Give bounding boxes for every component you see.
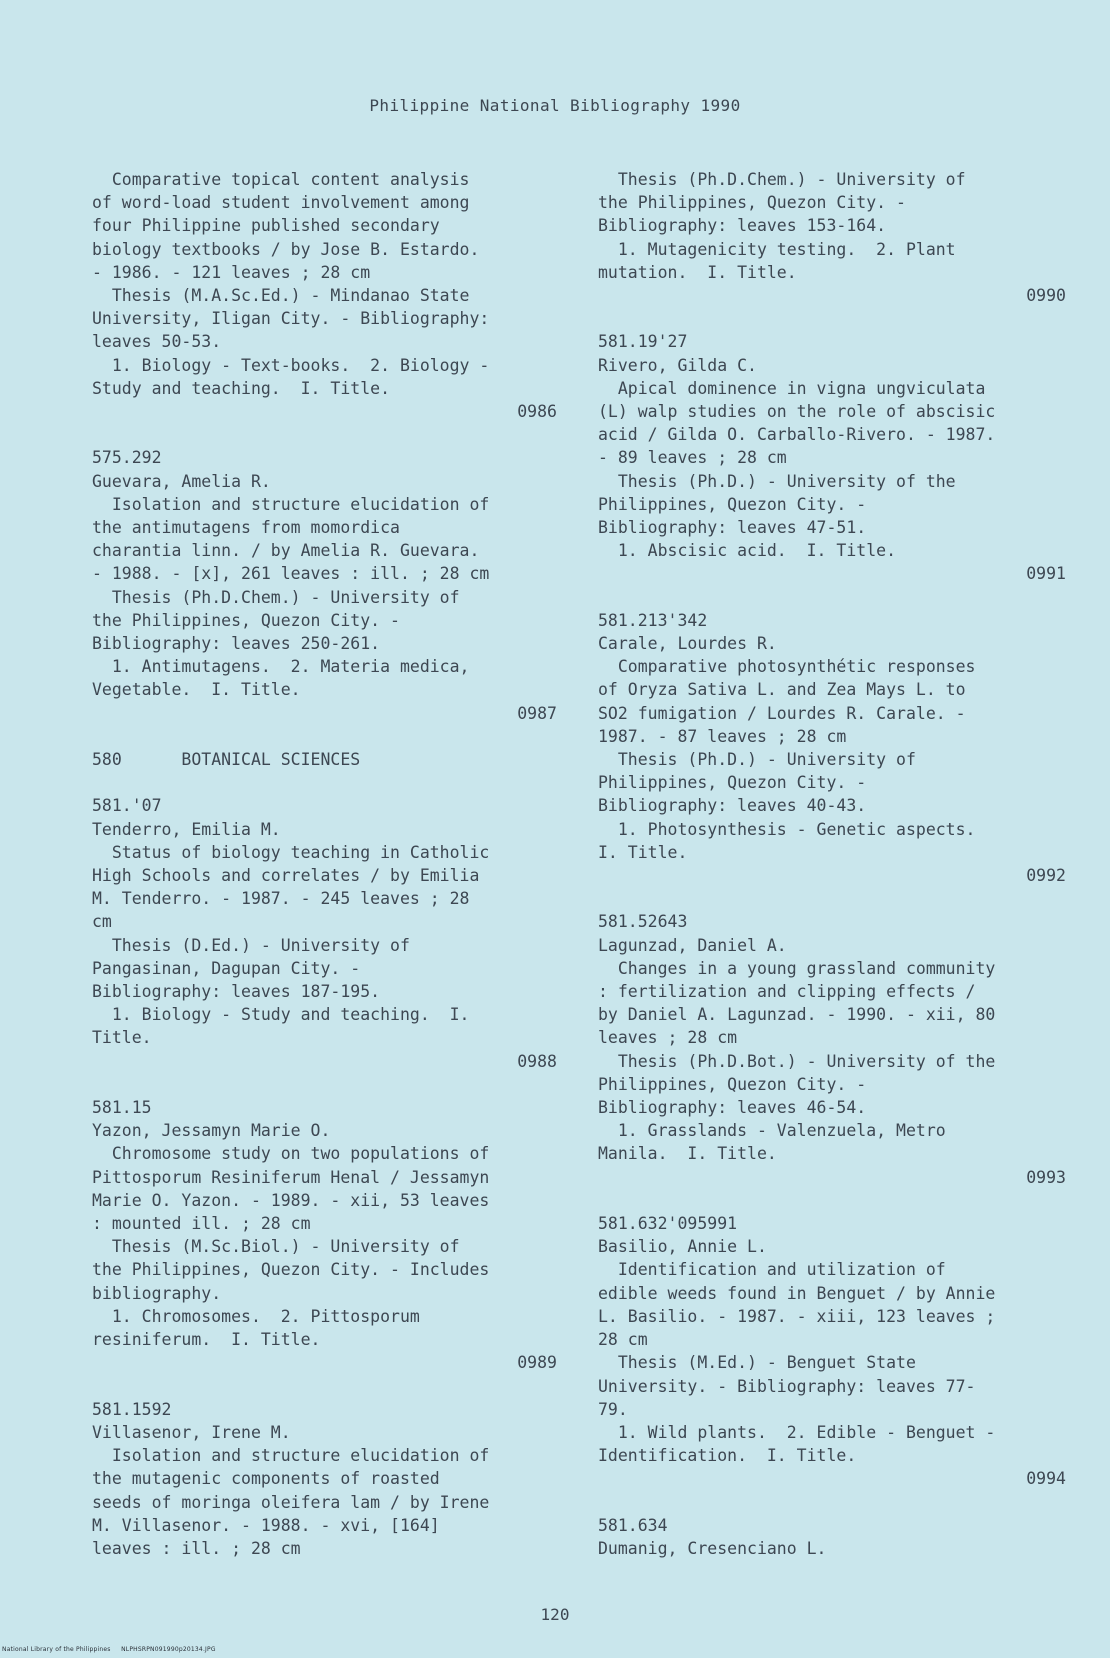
- text-line: Changes in a young grassland community: [598, 958, 996, 978]
- text-line: Tenderro, Emilia M.: [92, 819, 281, 839]
- text-line: Pittosporum Resiniferum Henal / Jessamyn: [92, 1167, 490, 1187]
- entry-gap: [598, 1491, 1066, 1514]
- entry-gap: [598, 307, 1066, 330]
- text-line: Thesis (D.Ed.) - University of: [92, 935, 410, 955]
- text-line: Identification and utilization of: [598, 1260, 946, 1280]
- text-line: Isolation and structure elucidation of: [92, 494, 490, 514]
- text-line: Yazon, Jessamyn Marie O.: [92, 1121, 331, 1141]
- text-line: seeds of moringa oleifera lam / by Irene: [92, 1492, 490, 1512]
- text-line: Vegetable. I. Title.: [92, 680, 301, 700]
- text-line: Bibliography: leaves 187-195.: [92, 982, 381, 1002]
- text-line: 1. Biology - Text-books. 2. Biology -: [92, 355, 490, 375]
- text-line: Thesis (M.Sc.Biol.) - University of: [92, 1237, 460, 1257]
- text-line: Dumanig, Cresenciano L.: [598, 1538, 827, 1558]
- text-line: Thesis (M.Ed.) - Benguet State: [598, 1353, 916, 1373]
- text-line: Comparative photosynthétic responses: [598, 657, 976, 677]
- text-line: Isolation and structure elucidation of: [92, 1446, 490, 1466]
- text-line: charantia linn. / by Amelia R. Guevara.: [92, 541, 480, 561]
- text-line: 581.213'342: [598, 610, 708, 630]
- text-line: the Philippines, Quezon City. -: [92, 610, 400, 630]
- text-line: - 1986. - 121 leaves ; 28 cm: [92, 262, 371, 282]
- text-line: 581.19'27: [598, 332, 688, 352]
- text-line: 1. Chromosomes. 2. Pittosporum: [92, 1306, 420, 1326]
- text-line: Title.: [92, 1028, 152, 1048]
- text-line: Rivero, Gilda C.: [598, 355, 757, 375]
- text-line: 581.632'095991: [598, 1214, 738, 1234]
- text-line: Guevara, Amelia R.: [92, 471, 271, 491]
- text-line: Basilio, Annie L.: [598, 1237, 767, 1257]
- entry-gap: [92, 771, 557, 794]
- text-line: Philippines, Quezon City. -: [598, 1074, 867, 1094]
- entry-gap: [92, 1073, 557, 1096]
- text-line: 79.: [598, 1399, 628, 1419]
- text-line: Chromosome study on two populations of: [92, 1144, 490, 1164]
- text-line: resiniferum. I. Title.: [92, 1330, 321, 1350]
- entry-number: 0992: [1026, 866, 1066, 886]
- text-line: by Daniel A. Lagunzad. - 1990. - xii, 80: [598, 1005, 996, 1025]
- text-line: Philippines, Quezon City. -: [598, 773, 867, 793]
- text-line: edible weeds found in Benguet / by Annie: [598, 1283, 996, 1303]
- text-line: Bibliography: leaves 47-51.: [598, 518, 867, 538]
- text-line: Pangasinan, Dagupan City. -: [92, 958, 361, 978]
- entry-number: 0989: [517, 1353, 557, 1373]
- text-line: 1. Mutagenicity testing. 2. Plant: [598, 239, 956, 259]
- text-line: 1. Grasslands - Valenzuela, Metro: [598, 1121, 946, 1141]
- text-line: University, Iligan City. - Bibliography:: [92, 309, 490, 329]
- text-line: - 1988. - [x], 261 leaves : ill. ; 28 cm: [92, 564, 490, 584]
- text-line: Study and teaching. I. Title.: [92, 378, 391, 398]
- text-line: the mutagenic components of roasted: [92, 1469, 440, 1489]
- text-line: SO2 fumigation / Lourdes R. Carale. -: [598, 703, 966, 723]
- text-line: cm: [92, 912, 112, 932]
- text-line: 1. Biology - Study and teaching. I.: [92, 1005, 470, 1025]
- text-line: M. Tenderro. - 1987. - 245 leaves ; 28: [92, 889, 470, 909]
- text-line: leaves 50-53.: [92, 332, 222, 352]
- entry-gap: [92, 1375, 557, 1398]
- text-line: Thesis (Ph.D.Chem.) - University of: [92, 587, 460, 607]
- text-line: Thesis (Ph.D.Chem.) - University of: [598, 170, 966, 189]
- text-line: 1. Abscisic acid. I. Title.: [598, 541, 897, 561]
- text-line: of Oryza Sativa L. and Zea Mays L. to: [598, 680, 966, 700]
- text-line: Thesis (Ph.D.) - University of the: [598, 471, 956, 491]
- text-line: Bibliography: leaves 40-43.: [598, 796, 867, 816]
- scan-footer: National Library of the Philippines NLPHSRPN091990p20134.JPG: [2, 1646, 216, 1653]
- text-line: of word-load student involvement among: [92, 193, 470, 213]
- text-line: Marie O. Yazon. - 1989. - xii, 53 leaves: [92, 1190, 490, 1210]
- text-line: 575.292: [92, 448, 162, 468]
- text-line: 581.15: [92, 1098, 152, 1118]
- entry-gap: [92, 423, 557, 446]
- text-line: - 89 leaves ; 28 cm: [598, 448, 787, 468]
- text-line: four Philippine published secondary: [92, 216, 440, 236]
- text-line: the Philippines, Quezon City. -: [598, 193, 906, 213]
- page-number: 120: [540, 1605, 570, 1624]
- text-line: 1. Antimutagens. 2. Materia medica,: [92, 657, 470, 677]
- text-line: Thesis (Ph.D.Bot.) - University of the: [598, 1051, 996, 1071]
- entry-number: 0993: [1026, 1167, 1066, 1187]
- text-line: University. - Bibliography: leaves 77-: [598, 1376, 976, 1396]
- entry-number: 0990: [1026, 286, 1066, 306]
- text-line: Identification. I. Title.: [598, 1446, 857, 1466]
- entry-number: 0991: [1026, 564, 1066, 584]
- text-line: Status of biology teaching in Catholic: [92, 842, 490, 862]
- text-line: L. Basilio. - 1987. - xiii, 123 leaves ;: [598, 1306, 996, 1326]
- text-line: leaves : ill. ; 28 cm: [92, 1538, 301, 1558]
- text-line: Apical dominence in vigna ungviculata: [598, 378, 986, 398]
- entry-gap: [92, 725, 557, 748]
- text-line: Comparative topical content analysis: [92, 170, 470, 189]
- entry-gap: [598, 887, 1066, 910]
- entry-gap: [598, 1189, 1066, 1212]
- text-line: mutation. I. Title.: [598, 262, 797, 282]
- text-line: 580 BOTANICAL SCIENCES: [92, 750, 361, 770]
- entry-number: 0994: [1026, 1469, 1066, 1489]
- entry-number: 0986: [517, 402, 557, 422]
- text-line: 1987. - 87 leaves ; 28 cm: [598, 726, 847, 746]
- left-column: [92, 168, 557, 1560]
- text-line: 28 cm: [598, 1330, 648, 1350]
- entry-number: 0988: [517, 1051, 557, 1071]
- text-line: M. Villasenor. - 1988. - xvi, [164]: [92, 1515, 440, 1535]
- text-line: Thesis (M.A.Sc.Ed.) - Mindanao State: [92, 286, 470, 306]
- right-column: [598, 168, 1066, 1560]
- text-line: Bibliography: leaves 46-54.: [598, 1098, 867, 1118]
- entry-gap: [598, 586, 1066, 609]
- text-line: Manila. I. Title.: [598, 1144, 777, 1164]
- text-line: 581.52643: [598, 912, 688, 932]
- text-line: (L) walp studies on the role of abscisic: [598, 402, 996, 422]
- text-line: Philippines, Quezon City. -: [598, 494, 867, 514]
- text-line: Bibliography: leaves 153-164.: [598, 216, 887, 236]
- page-header: Philippine National Bibliography 1990: [369, 96, 741, 115]
- entry-number: 0987: [517, 703, 557, 723]
- text-line: : mounted ill. ; 28 cm: [92, 1214, 311, 1234]
- text-line: High Schools and correlates / by Emilia: [92, 866, 480, 886]
- text-line: bibliography.: [92, 1283, 222, 1303]
- text-line: : fertilization and clipping effects /: [598, 982, 976, 1002]
- text-line: Villasenor, Irene M.: [92, 1422, 291, 1442]
- text-line: 1. Wild plants. 2. Edible - Benguet -: [598, 1422, 996, 1442]
- text-line: leaves ; 28 cm: [598, 1028, 738, 1048]
- text-line: Lagunzad, Daniel A.: [598, 935, 787, 955]
- text-line: biology textbooks / by Jose B. Estardo.: [92, 239, 480, 259]
- text-line: the antimutagens from momordica: [92, 518, 400, 538]
- text-line: Thesis (Ph.D.) - University of: [598, 750, 916, 770]
- text-line: 581.'07: [92, 796, 162, 816]
- text-line: 1. Photosynthesis - Genetic aspects.: [598, 819, 976, 839]
- text-line: I. Title.: [598, 842, 688, 862]
- text-line: Carale, Lourdes R.: [598, 634, 777, 654]
- text-line: the Philippines, Quezon City. - Includes: [92, 1260, 490, 1280]
- text-line: acid / Gilda O. Carballo-Rivero. - 1987.: [598, 425, 996, 445]
- text-line: 581.1592: [92, 1399, 172, 1419]
- text-line: 581.634: [598, 1515, 668, 1535]
- text-line: Bibliography: leaves 250-261.: [92, 634, 381, 654]
